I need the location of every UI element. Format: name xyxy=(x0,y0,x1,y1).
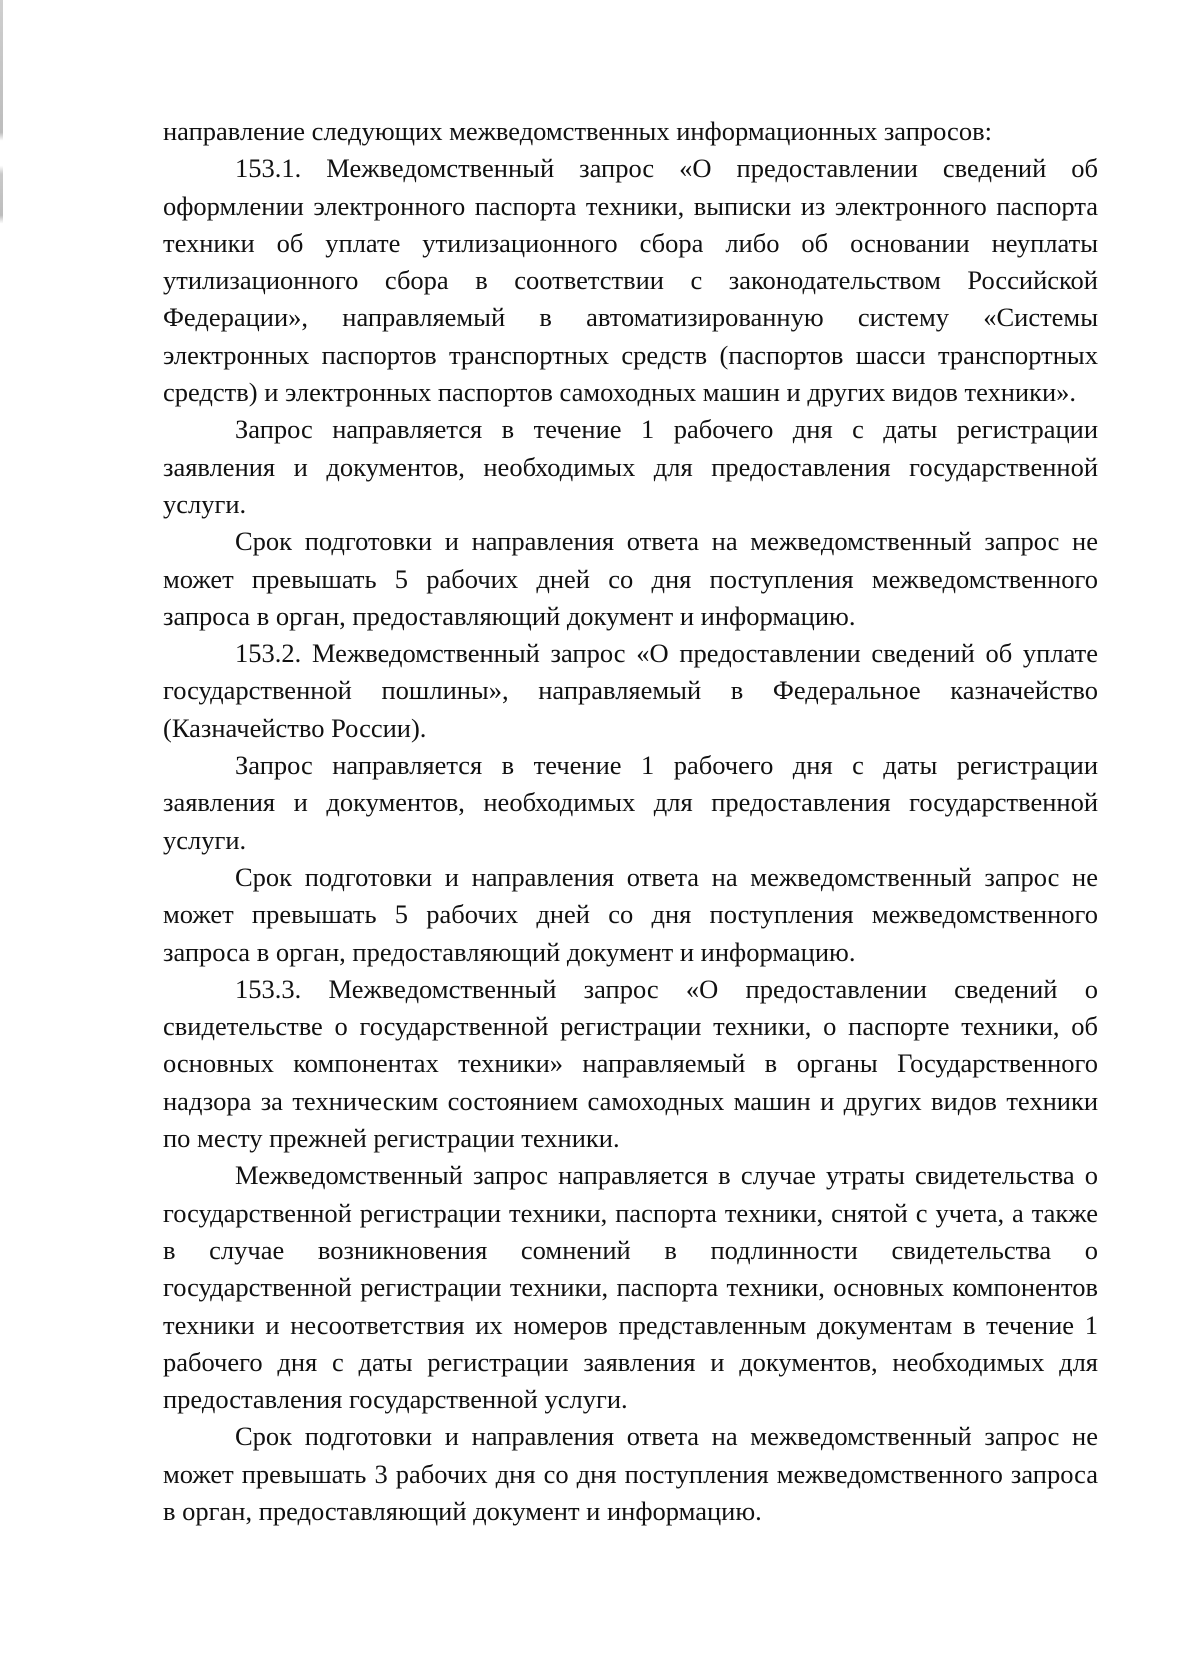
paragraph-response-deadline: Срок подготовки и направления ответа на межведомственный запрос не может превышать 3 рабочих дня со дня поступления межведомственного запроса в орган, предоставляющий документ и информацию. xyxy=(163,1421,1098,1526)
paragraph-request-deadline: Запрос направляется в течение 1 рабочего дня с даты регистрации заявления и документов, необходимых для предоставления государственной услуги. xyxy=(163,414,1098,519)
paragraph-153-3: 153.3. Межведомственный запрос «О предоставлении сведений о свидетельстве о государственной регистрации техники, о паспорте техники, об основных компонентах техники» направляемый в органы Государственного надзора за техническим состоянием самоходных машин и других видов техники по месту прежней регистрации техники. xyxy=(163,973,1098,1154)
document-body xyxy=(163,113,1098,1530)
paragraph-request-deadline: Запрос направляется в течение 1 рабочего дня с даты регистрации заявления и документов, необходимых для предоставления государственной услуги. xyxy=(163,750,1098,855)
paragraph-153-1: 153.1. Межведомственный запрос «О предоставлении сведений об оформлении электронного паспорта техники, выписки из электронного паспорта техники об уплате утилизационного сбора либо об основании неуплаты утилизационного сбора в соответствии с законодательством Российской Федерации», направляемый в автоматизированную систему «Системы электронных паспортов транспортных средств (паспортов шасси транспортных средств) и электронных паспортов самоходных машин и других видов техники». xyxy=(163,153,1098,408)
paragraph-request-conditions: Межведомственный запрос направляется в случае утраты свидетельства о государственной регистрации техники, паспорта техники, снятой с учета, а также в случае возникновения сомнений в подлинности свидетельства о государственной регистрации техники, паспорта техники, основных компонентов техники и несоответствия их номеров представленным документам в течение 1 рабочего дня с даты регистрации заявления и документов, необходимых для предоставления государственной услуги. xyxy=(163,1160,1098,1415)
paragraph-response-deadline: Срок подготовки и направления ответа на межведомственный запрос не может превышать 5 рабочих дней со дня поступления межведомственного запроса в орган, предоставляющий документ и информацию. xyxy=(163,861,1098,967)
paragraph-153-2: 153.2. Межведомственный запрос «О предоставлении сведений об уплате государственной пошлины», направляемый в Федеральное казначейство (Казначейство России). xyxy=(163,638,1098,743)
scan-edge-artifact xyxy=(0,0,3,1656)
paragraph-response-deadline: Срок подготовки и направления ответа на межведомственный запрос не может превышать 5 рабочих дней со дня поступления межведомственного запроса в орган, предоставляющий документ и информацию. xyxy=(163,526,1098,631)
paragraph-continuation: направление следующих межведомственных информационных запросов: xyxy=(163,116,992,146)
